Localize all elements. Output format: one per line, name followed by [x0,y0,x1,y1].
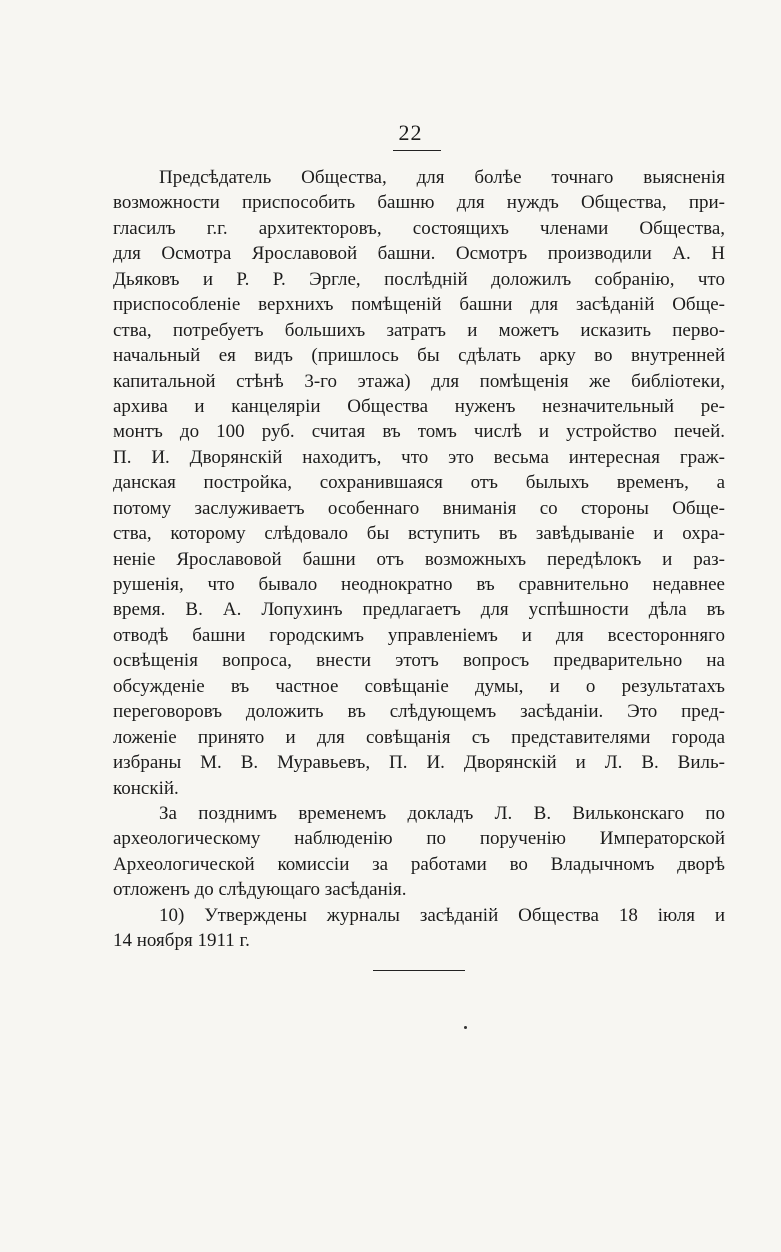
text-line: гласилъ г.г. архитекторовъ, состоящихъ членами Общества, [113,217,725,239]
text-line: потому заслуживаетъ особеннаго вниманiя со стороны Обще- [113,497,725,519]
text-line: освѣщенiя вопроса, внести этотъ вопросъ предварительно на [113,650,725,672]
text-line: возможности приспособить башню для нуждъ Общества, при- [113,192,725,214]
section-end-rule [373,970,465,971]
page-number: 22 [398,120,423,145]
text-line: Дьяковъ и Р. Р. Эргле, послѣднiй доложилъ собранiю, что [113,268,725,290]
text-line: ства, которому слѣдовало бы вступить въ завѣдыванiе и охра- [113,523,725,545]
text-line: архива и канцелярiи Общества нуженъ незначительный ре- [113,395,725,417]
text-line: Предсѣдатель Общества, для болѣе точнаго выясненія [159,167,725,188]
text-line: обсужденiе въ частное совѣщанiе думы, и о результатахъ [113,675,725,697]
text-line: отводѣ башни городскимъ управленiемъ и для всесторонняго [113,624,725,646]
print-dot [464,1026,467,1029]
text-line: избраны М. В. Муравьевъ, П. И. Дворянскiй и Л. В. Виль- [113,752,725,774]
body-text [113,165,725,954]
text-line: П. И. Дворянскiй находитъ, что это весьма интересная граж- [113,446,725,468]
text-line: монтъ до 100 руб. считая въ томъ числѣ и устройство печей. [113,421,725,443]
text-line: ложенiе принято и для совѣщанiя съ представителями города [113,726,725,748]
text-line: Археологической комиссiи за работами во Владычномъ дворѣ [113,853,725,875]
text-line: время. В. А. Лопухинъ предлагаетъ для успѣшности дѣла въ [113,599,725,621]
text-line: археологическому наблюденiю по порученiю Императорской [113,828,725,850]
text-line: ства, потребуетъ большихъ затратъ и можетъ исказить перво- [113,319,725,341]
text-line: данская постройка, сохранившаяся отъ былыхъ временъ, а [113,472,725,494]
text-line: конскiй. [113,777,179,799]
page-number-underline [393,150,441,151]
text-line: ненiе Ярославовой башни отъ возможныхъ передѣлокъ и раз- [113,548,725,570]
text-line: рушенiя, что бывало неоднократно въ сравнительно недавнее [113,574,725,595]
text-line: переговоровъ доложить въ слѣдующемъ засѣданiи. Это пред- [113,701,725,723]
text-line: 14 ноября 1911 г. [113,930,250,952]
text-line: капитальной стѣнѣ 3-го этажа) для помѣщенiя же библiотеки, [113,370,725,392]
text-line: приспособленiе верхнихъ помѣщенiй башни для засѣданiй Обще- [113,294,725,316]
text-line: За позднимъ временемъ докладъ Л. В. Вильконскаго по [159,802,725,824]
text-line: отложенъ до слѣдующаго засѣданiя. [113,879,407,901]
text-line: начальный ея видъ (пришлось бы сдѣлать арку во внутренней [113,345,725,367]
text-line: для Осмотра Ярославовой башни. Осмотръ производили А. Н [113,243,725,265]
text-line: 10) Утверждены журналы засѣданiй Общества 18 iюля и [159,904,725,926]
